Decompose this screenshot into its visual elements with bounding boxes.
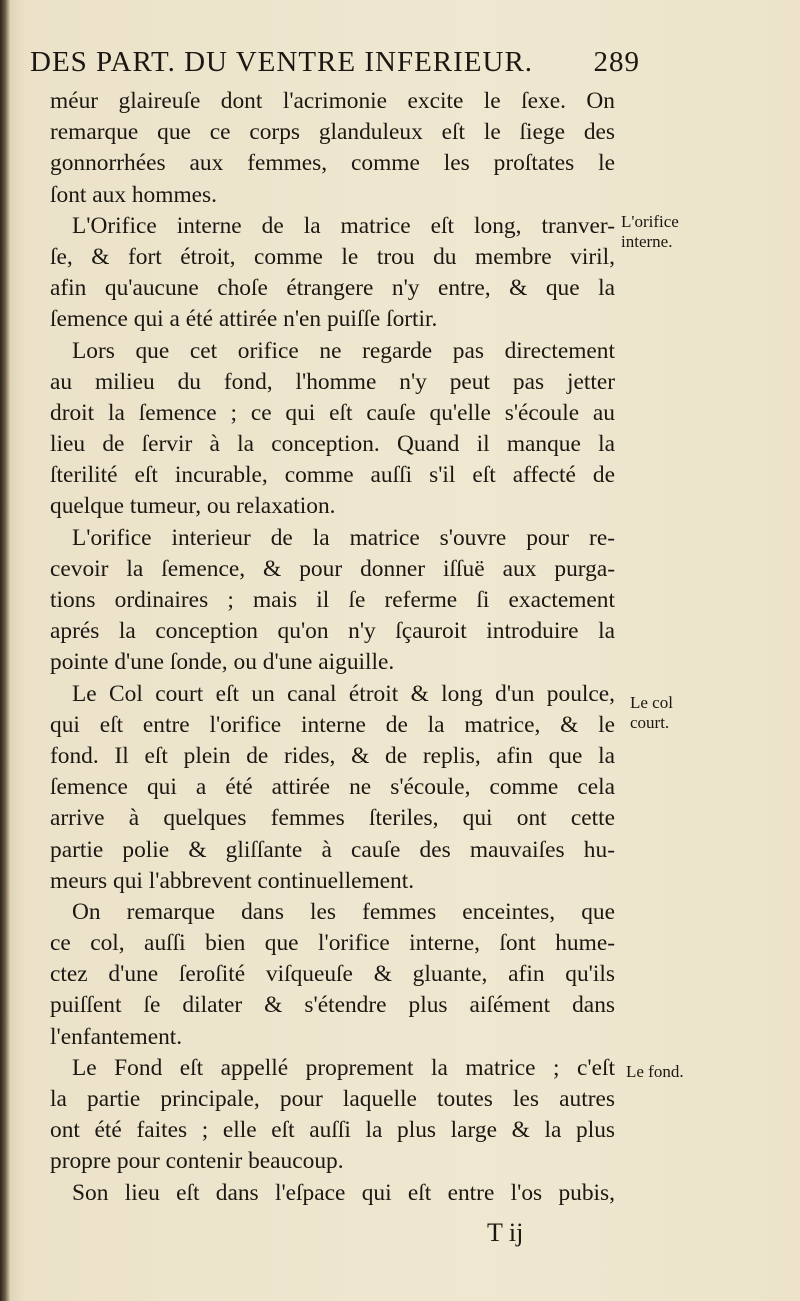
text-line: L'Orifice interne de la matrice eſt long, tranver- xyxy=(72,212,615,239)
text-line: cevoir la ſemence, & pour donner iſſuë aux purga- xyxy=(50,555,615,582)
running-header xyxy=(30,46,640,79)
text-line: ſemence qui a été attirée n'en puiſſe ſortir. xyxy=(50,306,438,333)
text-line: Le Fond eſt appellé proprement la matrice ; c'eſt xyxy=(72,1054,615,1081)
text-line: On remarque dans les femmes enceintes, que xyxy=(72,898,615,925)
text-line: lieu de ſervir à la conception. Quand il manque la xyxy=(50,431,615,458)
text-line: ſe, & fort étroit, comme le trou du membre viril, xyxy=(50,243,615,270)
text-line: remarque que ce corps glanduleux eſt le ſiege des xyxy=(50,119,615,146)
page-number: 289 xyxy=(593,46,640,78)
running-title: DES PART. DU VENTRE INFERIEUR. xyxy=(30,46,534,78)
text-line: la partie principale, pour laquelle toutes les autres xyxy=(50,1086,615,1112)
text-line: quelque tumeur, ou relaxation. xyxy=(50,493,336,520)
text-line: au milieu du fond, l'homme n'y peut pas jetter xyxy=(50,368,615,395)
margin-note-line xyxy=(621,212,679,252)
margin-note-text: Le col xyxy=(630,693,673,712)
text-line: aprés la conception qu'on n'y ſçauroit introduire la xyxy=(50,618,615,645)
text-line: L'orifice interieur de la matrice s'ouvre pour re- xyxy=(72,524,615,551)
text-line: ſterilité eſt incurable, comme auſſi s'il eſt affecté de xyxy=(50,462,615,489)
text-line: ſont aux hommes. xyxy=(50,181,217,208)
text-line: arrive à quelques femmes ſteriles, qui ont cette xyxy=(50,805,615,832)
margin-note-text: interne. xyxy=(621,232,673,251)
text-line: ont été faites ; elle eſt auſſi la plus large & la plus xyxy=(50,1117,615,1144)
text-line: tions ordinaires ; mais il ſe referme ſi exactement xyxy=(50,587,615,613)
text-line: gonnorrhées aux femmes, comme les proſtates le xyxy=(50,150,615,177)
text-line: partie polie & gliſſante à cauſe des mauvaiſes hu- xyxy=(50,836,615,863)
margin-note-line xyxy=(630,693,673,733)
margin-note-line xyxy=(626,1062,684,1082)
text-line: pointe d'une ſonde, ou d'une aiguille. xyxy=(50,649,395,676)
text-line: ctez d'une ſeroſité viſqueuſe & gluante, afin qu'ils xyxy=(50,961,615,988)
text-line: afin qu'aucune choſe étrangere n'y entre, & que la xyxy=(50,275,615,302)
margin-note-fond xyxy=(626,1062,684,1082)
margin-note-text: court. xyxy=(630,713,670,732)
margin-note-col-court xyxy=(630,693,673,733)
text-line: méur glaireuſe dont l'acrimonie excite le ſexe. On xyxy=(50,88,615,114)
margin-note-text: Le fond. xyxy=(626,1062,684,1081)
signature-mark: T ij xyxy=(487,1218,524,1247)
text-line: l'enfantement. xyxy=(50,1023,183,1050)
page-binding-edge xyxy=(0,0,10,1301)
text-line: Son lieu eſt dans l'eſpace qui eſt entre l'os pubis, xyxy=(72,1179,615,1206)
text-line: propre pour contenir beaucoup. xyxy=(50,1148,344,1175)
text-line: meurs qui l'abbrevent continuellement. xyxy=(50,867,415,894)
text-line: puiſſent ſe dilater & s'étendre plus aiſément dans xyxy=(50,992,615,1019)
text-line: Lors que cet orifice ne regarde pas directement xyxy=(72,337,615,364)
text-line: droit la ſemence ; ce qui eſt cauſe qu'elle s'écoule au xyxy=(50,399,615,426)
margin-note-text: L'orifice xyxy=(621,212,679,231)
body-text xyxy=(50,86,615,1209)
margin-note-orifice-interne xyxy=(621,212,679,252)
text-line: fond. Il eſt plein de rides, & de replis, afin que la xyxy=(50,742,615,769)
text-line: ce col, auſſi bien que l'orifice interne, ſont hume- xyxy=(50,930,615,957)
text-line: ſemence qui a été attirée ne s'écoule, comme cela xyxy=(50,774,615,801)
text-line: Le Col court eſt un canal étroit & long d'un poulce, xyxy=(72,680,615,707)
text-line: qui eſt entre l'orifice interne de la matrice, & le xyxy=(50,711,615,738)
